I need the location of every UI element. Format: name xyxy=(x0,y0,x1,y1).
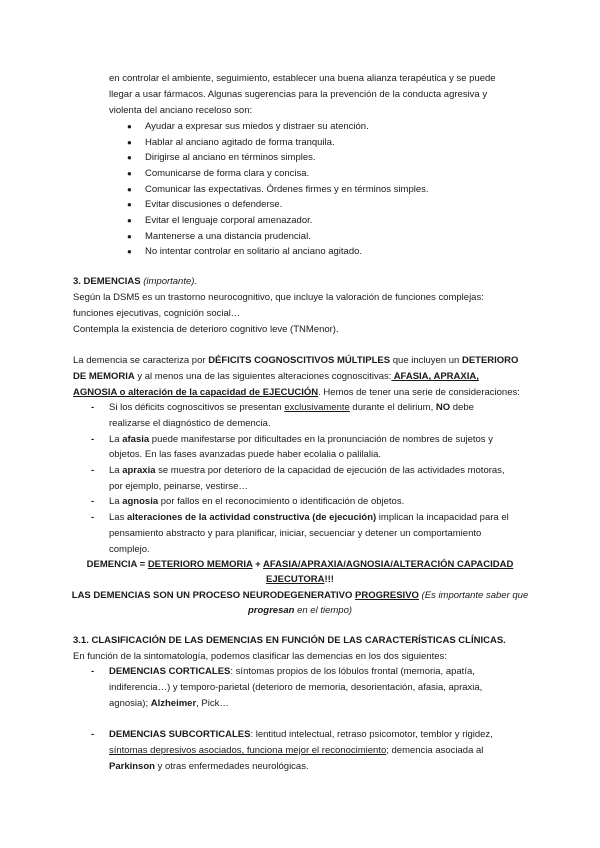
text-run: (Es importante saber que xyxy=(418,590,529,601)
bullet-icon: ● xyxy=(127,232,132,241)
dash-icon: - xyxy=(91,496,95,507)
text-run: PROGRESIVO xyxy=(355,590,419,601)
list-item-continuation xyxy=(109,759,309,775)
text-run: por fallos en el reconocimiento o identificación de objetos. xyxy=(158,496,405,507)
intro-line: llegar a usar fármacos. Algunas sugerencias para la prevención de la conducta agresiva y xyxy=(109,89,488,100)
paragraph-line: Contempla la existencia de deterioro cognitivo leve (TNMenor). xyxy=(73,324,339,335)
definition-line xyxy=(73,353,518,369)
text-run: DÉFICITS COGNOSCITIVOS MÚLTIPLES xyxy=(208,355,391,366)
dash-icon: - xyxy=(91,666,95,677)
list-item-continuation xyxy=(109,743,483,759)
text-run: debe xyxy=(450,402,474,413)
list-item-continuation: indiferencia…) y temporo-parietal (deterioro de memoria, desorientación, afasia, apraxia, xyxy=(109,682,483,693)
text-run: agnosia xyxy=(122,496,159,507)
bullet-icon: ● xyxy=(127,153,132,162)
text-run: y al menos una de las siguientes alteraciones cognoscitivas: xyxy=(134,371,392,382)
text-run: LAS DEMENCIAS SON UN PROCESO NEURODEGENERATIVO xyxy=(71,590,356,601)
text-run: La xyxy=(109,496,123,507)
intro-line: violenta del anciano receloso son: xyxy=(109,105,253,116)
text-run: exclusivamente xyxy=(284,402,350,413)
dash-icon: - xyxy=(91,512,95,523)
bullet-icon: ● xyxy=(127,216,132,225)
list-item: Comunicarse de forma clara y concisa. xyxy=(145,168,310,179)
list-item xyxy=(109,463,505,479)
list-item xyxy=(109,664,475,680)
text-run: + xyxy=(252,559,263,570)
text-run: NO xyxy=(435,402,451,413)
text-run: síntomas depresivos asociados, funciona mejor el reconocimiento xyxy=(109,745,387,756)
text-run: ; demencia asociada al xyxy=(386,745,484,756)
list-item xyxy=(109,510,509,526)
text-run: progresan xyxy=(247,605,295,616)
formula-line xyxy=(60,572,540,588)
text-run: , Pick… xyxy=(196,698,229,709)
dash-icon: - xyxy=(91,465,95,476)
text-run: agnosia); xyxy=(109,698,151,709)
bullet-icon: ● xyxy=(127,185,132,194)
text-run: Si los déficits cognoscitivos se presentan xyxy=(109,402,285,413)
text-run: La xyxy=(109,434,123,445)
text-run: implican la incapacidad para el xyxy=(376,512,509,523)
text-run: . Hemos de tener una serie de consideraciones: xyxy=(318,387,520,398)
text-run: La demencia se caracteriza por xyxy=(73,355,209,366)
list-item: Evitar discusiones o defenderse. xyxy=(145,199,283,210)
text-run: : síntomas propios de los lóbulos frontal (memoria, apatía, xyxy=(230,666,475,677)
section-title-note: (importante). xyxy=(143,276,198,287)
text-run: durante el delirium, xyxy=(349,402,436,413)
progressive-line xyxy=(60,603,540,619)
list-item xyxy=(109,494,404,510)
text-run: Parkinson xyxy=(109,761,155,772)
text-run: Las xyxy=(109,512,127,523)
text-run: se muestra por deterioro de la capacidad de ejecución de las actividades motoras, xyxy=(155,465,505,476)
bullet-icon: ● xyxy=(127,200,132,209)
list-item: No intentar controlar en solitario al anciano agitado. xyxy=(145,246,363,257)
text-run: : lentitud intelectual, retraso psicomotor, temblor y rigidez, xyxy=(250,729,493,740)
list-item-continuation: complejo. xyxy=(109,544,150,555)
dash-icon: - xyxy=(91,402,95,413)
progressive-line xyxy=(60,588,540,604)
list-item xyxy=(109,400,474,416)
list-item: Evitar el lenguaje corporal amenazador. xyxy=(145,215,313,226)
text-run: DETERIORO xyxy=(461,355,519,366)
section-heading xyxy=(73,274,197,290)
dash-icon: - xyxy=(91,729,95,740)
bullet-icon: ● xyxy=(127,247,132,256)
dash-icon: - xyxy=(91,434,95,445)
definition-line xyxy=(73,369,479,385)
text-run: DEMENCIAS CORTICALES xyxy=(109,666,231,677)
bullet-icon: ● xyxy=(127,138,132,147)
paragraph-line: En función de la sintomatología, podemos clasificar las demencias en los dos siguientes: xyxy=(73,651,447,662)
section-title: 3. DEMENCIAS xyxy=(73,276,141,287)
text-run: La xyxy=(109,465,123,476)
list-item-continuation: objetos. En las fases avanzadas puede haber ecolalia o palilalia. xyxy=(109,449,381,460)
list-item: Comunicar las expectativas. Órdenes firmes y en términos simples. xyxy=(145,184,429,195)
bullet-icon: ● xyxy=(127,169,132,178)
text-run: en el tiempo) xyxy=(294,605,353,616)
list-item-continuation xyxy=(109,696,229,712)
intro-line: en controlar el ambiente, seguimiento, establecer una buena alianza terapéutica y se puede xyxy=(109,73,496,84)
definition-line xyxy=(73,385,520,401)
text-run: que incluyen un xyxy=(390,355,462,366)
text-run: Alzheimer xyxy=(150,698,197,709)
text-run: AGNOSIA o alteración de la capacidad de EJECUCIÓN xyxy=(73,387,319,398)
list-item: Hablar al anciano agitado de forma tranquila. xyxy=(145,137,335,148)
list-item: Mantenerse a una distancia prudencial. xyxy=(145,231,311,242)
list-item-continuation: realizarse el diagnóstico de demencia. xyxy=(109,418,271,429)
text-run: DEMENCIA = xyxy=(86,559,148,570)
text-run: AFASIA, APRAXIA, xyxy=(391,371,479,382)
text-run: y otras enfermedades neurológicas. xyxy=(154,761,309,772)
section-title: 3.1. CLASIFICACIÓN DE LAS DEMENCIAS EN FUNCIÓN DE LAS CARACTERÍSTICAS CLÍNICAS. xyxy=(73,635,506,646)
list-item: Ayudar a expresar sus miedos y distraer su atención. xyxy=(145,121,369,132)
text-run: EJECUTORA xyxy=(266,574,325,585)
text-run: DETERIORO MEMORIA xyxy=(147,559,253,570)
list-item: Dirigirse al anciano en términos simples. xyxy=(145,152,316,163)
list-item xyxy=(109,432,493,448)
text-run: puede manifestarse por dificultades en la pronunciación de nombres de sujetos y xyxy=(149,434,493,445)
text-run: AFASIA/APRAXIA/AGNOSIA/ALTERACIÓN CAPACIDAD xyxy=(262,559,514,570)
bullet-icon: ● xyxy=(127,122,132,131)
paragraph-line: funciones ejecutivas, cognición social… xyxy=(73,308,241,319)
paragraph-line: Según la DSM5 es un trastorno neurocognitivo, que incluye la valoración de funciones complejas: xyxy=(73,292,484,303)
text-run: !!! xyxy=(324,574,334,585)
text-run: alteraciones de la actividad constructiva (de ejecución) xyxy=(126,512,377,523)
formula-line xyxy=(60,557,540,573)
text-run: DE MEMORIA xyxy=(73,371,135,382)
text-run: DEMENCIAS SUBCORTICALES xyxy=(109,729,251,740)
text-run: apraxia xyxy=(122,465,156,476)
list-item-continuation: pensamiento abstracto y para planificar, iniciar, secuenciar y detener un comportamiento xyxy=(109,528,482,539)
text-run: afasia xyxy=(122,434,150,445)
list-item xyxy=(109,727,493,743)
list-item-continuation: por ejemplo, peinarse, vestirse… xyxy=(109,481,248,492)
